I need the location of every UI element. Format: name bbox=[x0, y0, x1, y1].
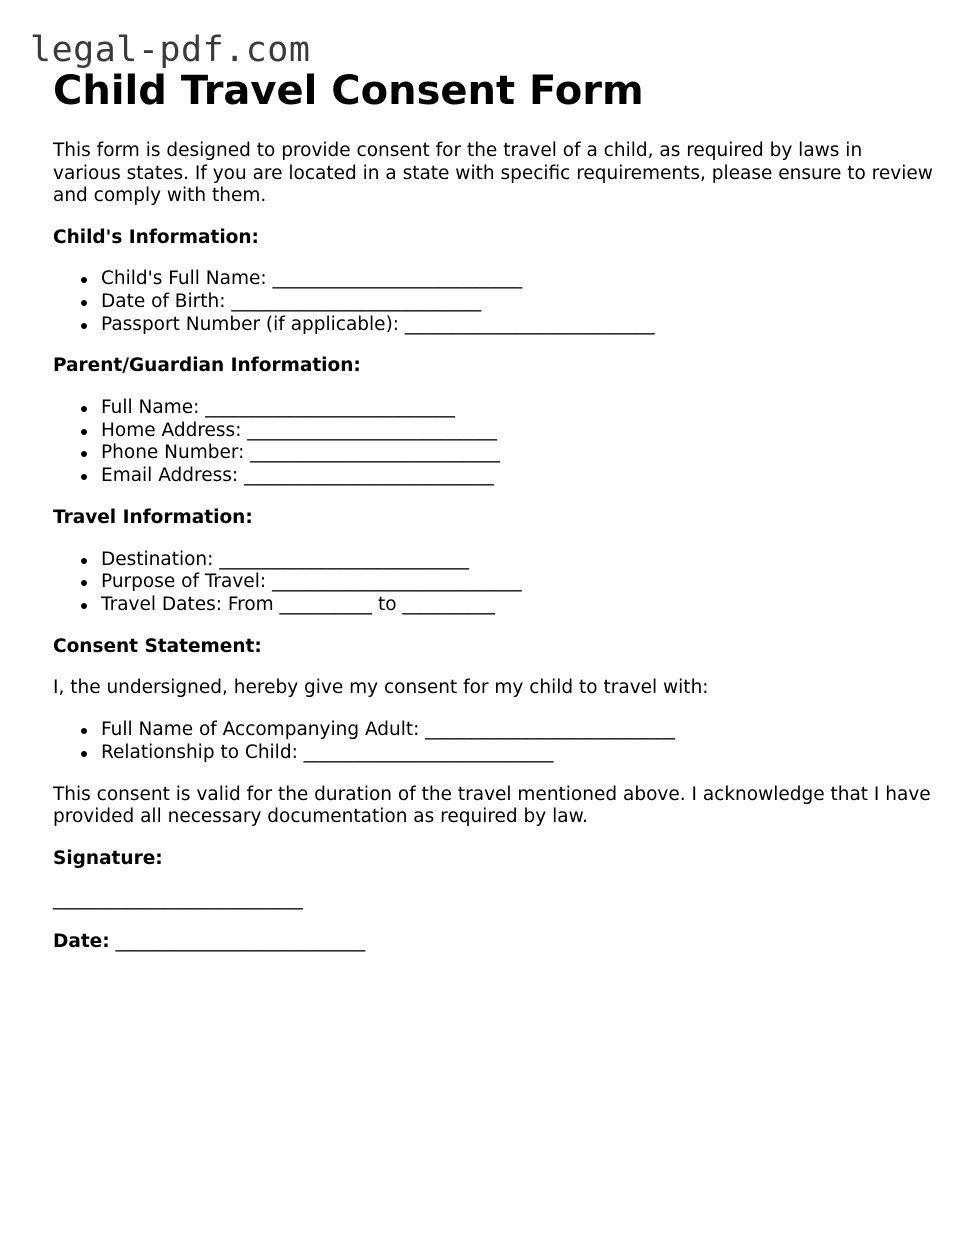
relationship-field[interactable]: Relationship to Child: ___________________________ bbox=[101, 742, 933, 765]
child-info-heading: Child's Information: bbox=[53, 226, 259, 248]
consent-list bbox=[53, 719, 933, 765]
child-info-list bbox=[53, 268, 933, 336]
travel-dates-field[interactable]: Travel Dates: From __________ to __________ bbox=[101, 594, 933, 617]
accompanying-adult-field[interactable]: Full Name of Accompanying Adult: ___________________________ bbox=[101, 719, 933, 742]
parent-info-list bbox=[53, 397, 933, 488]
form-document bbox=[53, 66, 933, 953]
child-full-name-field[interactable]: Child's Full Name: ___________________________ bbox=[101, 268, 933, 291]
travel-info-heading: Travel Information: bbox=[53, 507, 253, 529]
parent-info-heading: Parent/Guardian Information: bbox=[53, 355, 361, 377]
passport-number-field[interactable]: Passport Number (if applicable): ___________________________ bbox=[101, 314, 933, 337]
signature-heading: Signature: bbox=[53, 847, 163, 869]
validity-paragraph: This consent is valid for the duration of the travel mentioned above. I acknowledge that I have provided all necessary documentation as required by law. bbox=[53, 783, 931, 828]
email-address-field[interactable]: Email Address: ___________________________ bbox=[101, 465, 933, 488]
date-label: Date: bbox=[53, 930, 110, 952]
signature-line[interactable]: ___________________________ bbox=[53, 889, 303, 911]
consent-statement-heading: Consent Statement: bbox=[53, 635, 262, 657]
intro-paragraph: This form is designed to provide consent for the travel of a child, as required by laws in various states. If you are located in a state with specific requirements, please ensure to review and comply with them. bbox=[53, 140, 933, 206]
watermark-logo: legal-pdf.com bbox=[30, 30, 311, 70]
destination-field[interactable]: Destination: ___________________________ bbox=[101, 549, 933, 572]
consent-statement-text: I, the undersigned, hereby give my consent for my child to travel with: bbox=[53, 677, 709, 699]
date-of-birth-field[interactable]: Date of Birth: ___________________________ bbox=[101, 291, 933, 314]
parent-full-name-field[interactable]: Full Name: ___________________________ bbox=[101, 397, 933, 420]
date-line[interactable]: ___________________________ bbox=[115, 930, 366, 952]
phone-number-field[interactable]: Phone Number: ___________________________ bbox=[101, 442, 933, 465]
page-title: Child Travel Consent Form bbox=[53, 68, 644, 114]
date-field[interactable] bbox=[53, 931, 933, 954]
travel-info-list bbox=[53, 549, 933, 617]
home-address-field[interactable]: Home Address: ___________________________ bbox=[101, 420, 933, 443]
purpose-of-travel-field[interactable]: Purpose of Travel: ___________________________ bbox=[101, 571, 933, 594]
